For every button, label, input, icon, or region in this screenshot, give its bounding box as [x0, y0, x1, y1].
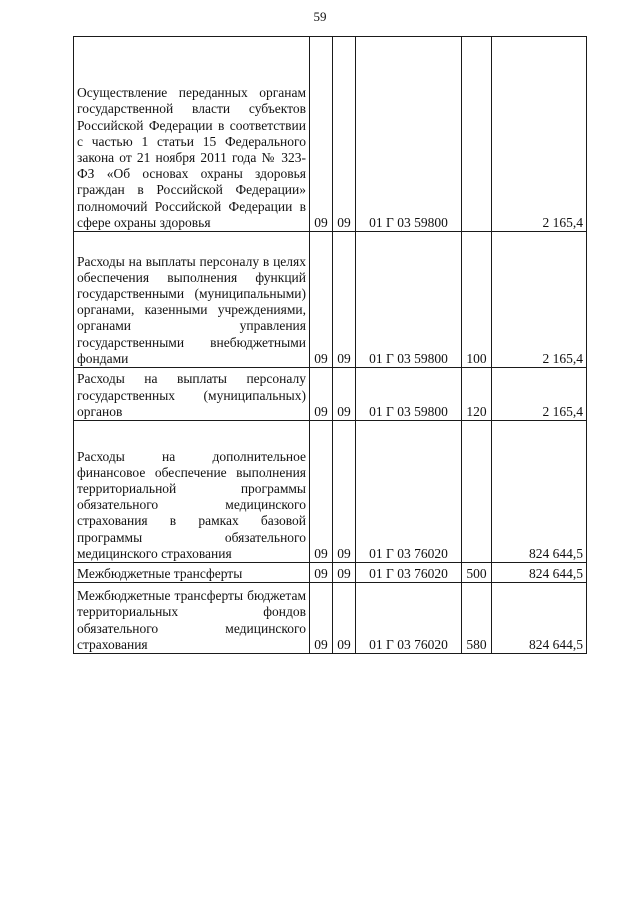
pr-cell: 09 [333, 368, 356, 421]
rz-cell: 09 [310, 368, 333, 421]
csr-cell: 01 Г 03 76020 [356, 563, 462, 583]
rz-cell: 09 [310, 232, 333, 368]
rz-cell: 09 [310, 421, 333, 563]
vr-cell [462, 421, 492, 563]
csr-cell: 01 Г 03 76020 [356, 421, 462, 563]
rz-cell: 09 [310, 37, 333, 232]
table-row [74, 583, 587, 654]
vr-cell: 100 [462, 232, 492, 368]
budget-table [73, 36, 587, 654]
row-name-cell: Осуществление переданных органам государственной власти субъектов Российской Федерации в соответствии с частью 1 статьи 15 Федерального закона от 21 ноября 2011 года № 323-ФЗ «Об основах охраны здоровья граждан в Российской Федерации» полномочий Российской Федерации в сфере охраны здоровья [74, 37, 310, 232]
table-row [74, 421, 587, 563]
table-row [74, 232, 587, 368]
pr-cell: 09 [333, 232, 356, 368]
csr-cell: 01 Г 03 59800 [356, 368, 462, 421]
pr-cell: 09 [333, 583, 356, 654]
row-name-cell: Расходы на дополнительное финансовое обеспечение выполнения территориальной программы обязательного медицинского страхования в рамках базовой программы обязательного медицинского страхования [74, 421, 310, 563]
amount-cell: 2 165,4 [492, 232, 587, 368]
amount-cell: 2 165,4 [492, 368, 587, 421]
amount-cell: 2 165,4 [492, 37, 587, 232]
pr-cell: 09 [333, 37, 356, 232]
pr-cell: 09 [333, 563, 356, 583]
row-name-cell: Расходы на выплаты персоналу в целях обеспечения выполнения функций государственными (муниципальными) органами, казенными учреждениями, органами управления государственными внебюджетными фондами [74, 232, 310, 368]
rz-cell: 09 [310, 583, 333, 654]
csr-cell: 01 Г 03 59800 [356, 37, 462, 232]
row-name-cell: Расходы на выплаты персоналу государственных (муниципальных) органов [74, 368, 310, 421]
vr-cell [462, 37, 492, 232]
vr-cell: 580 [462, 583, 492, 654]
vr-cell: 500 [462, 563, 492, 583]
rz-cell: 09 [310, 563, 333, 583]
pr-cell: 09 [333, 421, 356, 563]
csr-cell: 01 Г 03 59800 [356, 232, 462, 368]
amount-cell: 824 644,5 [492, 583, 587, 654]
amount-cell: 824 644,5 [492, 563, 587, 583]
amount-cell: 824 644,5 [492, 421, 587, 563]
vr-cell: 120 [462, 368, 492, 421]
table-row [74, 368, 587, 421]
csr-cell: 01 Г 03 76020 [356, 583, 462, 654]
table-row [74, 563, 587, 583]
row-name-cell: Межбюджетные трансферты бюджетам территориальных фондов обязательного медицинского страхования [74, 583, 310, 654]
table-row [74, 37, 587, 232]
page-number: 59 [313, 9, 327, 24]
row-name-cell: Межбюджетные трансферты [74, 563, 310, 583]
